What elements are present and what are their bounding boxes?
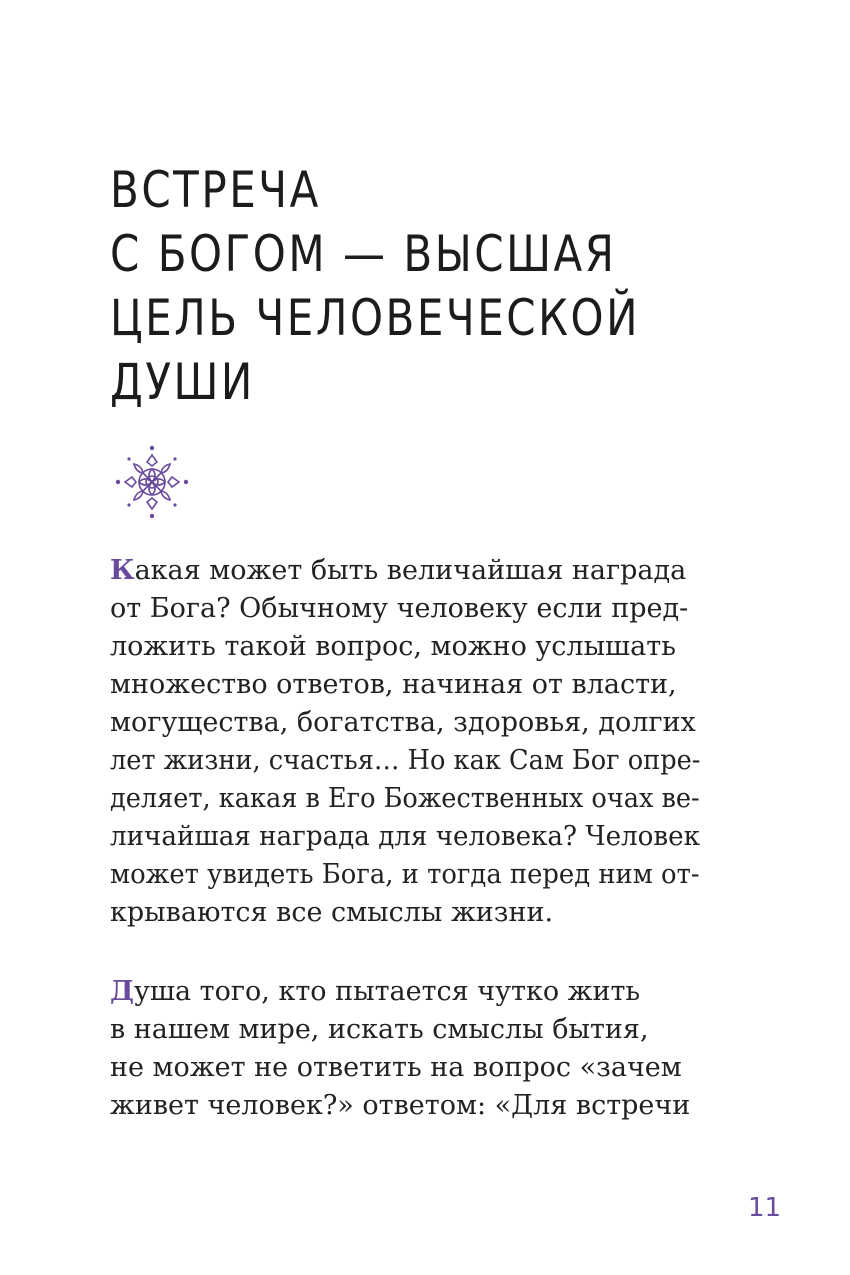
chapter-title (110, 158, 640, 414)
paragraph-2-line-4: живет человек?» ответом: «Для встречи (110, 1090, 691, 1121)
page-number: 11 (748, 1193, 782, 1223)
paragraph-1-line-3: ложить такой вопрос, можно услышать (110, 631, 676, 662)
paragraph-2-line-1-text: уша того, кто пытается чутко жить (134, 976, 641, 1007)
paragraph-1-initial: К (110, 555, 135, 586)
paragraph-1-line-7: деляет, какая в Его Божественных очах ве- (110, 783, 700, 814)
paragraph-1-line-5: могущества, богатства, здоровья, долгих (110, 707, 696, 738)
paragraph-1-line-2: от Бога? Обычному человеку если пред- (110, 593, 689, 624)
mandala-ornament-icon (112, 442, 192, 522)
paragraph-1 (110, 552, 700, 932)
paragraph-1-line-8: личайшая награда для человека? Человек (110, 821, 700, 852)
paragraph-1-line-9: может увидеть Бога, и тогда перед ним от- (110, 859, 700, 890)
paragraph-2-initial: Д (110, 976, 135, 1007)
chapter-title-line-3: ЦЕЛЬ ЧЕЛОВЕЧЕСКОЙ (110, 289, 641, 347)
chapter-title-line-4: ДУШИ (110, 353, 255, 411)
paragraph-1-line-1-text: акая может быть величайшая награда (134, 555, 687, 586)
paragraph-2-line-1 (110, 973, 700, 1011)
chapter-title-line-1: ВСТРЕЧА (110, 161, 321, 219)
paragraph-1-line-4: множество ответов, начиная от власти, (110, 669, 677, 700)
paragraph-1-line-10: крываются все смыслы жизни. (110, 897, 554, 928)
paragraph-1-line-6: лет жизни, счастья… Но как Сам Бог опре- (110, 745, 701, 776)
paragraph-2 (110, 973, 700, 1125)
paragraph-2-line-3: не может не ответить на вопрос «зачем (110, 1052, 682, 1083)
paragraph-1-line-1 (110, 552, 700, 590)
chapter-title-line-2: С БОГОМ — ВЫСШАЯ (110, 225, 617, 283)
paragraph-2-line-2: в нашем мире, искать смыслы бытия, (110, 1014, 649, 1045)
